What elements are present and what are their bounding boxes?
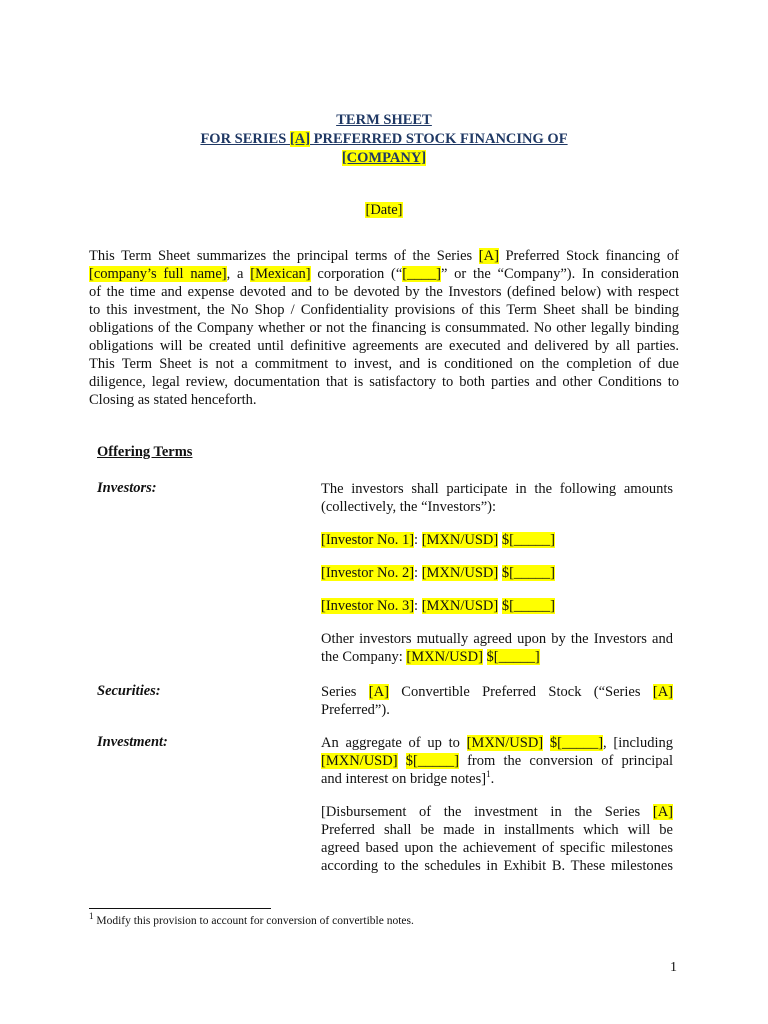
company-placeholder: [COMPANY] xyxy=(341,150,427,166)
amount-placeholder: $[_____] xyxy=(549,735,604,751)
footnote xyxy=(89,911,414,927)
investors-label: Investors: xyxy=(97,480,157,496)
intro-line: of the time and expense devoted and to be devoted by the Investors (defined below) with respect xyxy=(89,284,679,300)
currency-placeholder: [MXN/USD] xyxy=(466,735,544,751)
series-placeholder: [A] xyxy=(652,804,673,820)
text-line: The investors shall participate in the following amounts xyxy=(321,481,673,497)
text-line: Preferred”). xyxy=(321,702,390,718)
text: , a xyxy=(226,266,251,282)
page-number: 1 xyxy=(670,960,677,975)
footnote-number: 1 xyxy=(89,911,94,922)
intro-line xyxy=(89,265,679,283)
amount-placeholder: $[_____] xyxy=(501,598,556,614)
intro-line xyxy=(89,247,679,265)
text: Convertible Preferred Stock (“Series xyxy=(388,684,653,700)
text: from the conversion of principal xyxy=(458,753,674,769)
intro-line: Closing as stated henceforth. xyxy=(89,392,257,408)
investor-3-line: [Investor No. 3]: [MXN/USD] $[_____] xyxy=(321,598,556,614)
text-line: Other investors mutually agreed upon by the Investors and xyxy=(321,631,673,647)
securities-content xyxy=(321,683,673,719)
title-line-3 xyxy=(0,149,768,168)
text: , [including xyxy=(603,735,673,751)
text: This Term Sheet summarizes the principal terms of the Series xyxy=(89,248,479,264)
investor-name-placeholder: [Investor No. 3] xyxy=(321,598,415,614)
title-line-1: TERM SHEET xyxy=(336,112,432,128)
title-text: FOR SERIES xyxy=(200,131,290,147)
text: An aggregate of up to xyxy=(321,735,467,751)
currency-placeholder: [MXN/USD] xyxy=(421,565,499,581)
amount-placeholder: $[_____] xyxy=(501,532,556,548)
currency-placeholder: [MXN/USD] xyxy=(321,753,398,769)
text: Series xyxy=(321,684,369,700)
currency-placeholder: [MXN/USD] xyxy=(421,598,499,614)
footnote-separator xyxy=(89,908,271,909)
company-name-placeholder: [company’s full name] xyxy=(89,266,227,282)
series-placeholder: [A] xyxy=(368,684,389,700)
currency-placeholder: [MXN/USD] xyxy=(421,532,499,548)
text-line: Preferred shall be made in installments which will be xyxy=(321,822,673,838)
amount-placeholder: $[_____] xyxy=(486,649,540,665)
series-placeholder: [A] xyxy=(289,131,311,147)
text: ” or the “Company”). In consideration xyxy=(440,266,680,282)
section-heading: Offering Terms xyxy=(97,444,193,460)
investment-label: Investment: xyxy=(97,734,168,750)
intro-line: to this investment, the No Shop / Confidentiality provisions of this Term Sheet shall be binding xyxy=(89,302,679,318)
intro-line: obligations will be created until definitive agreements are executed and delivered by all parties. xyxy=(89,338,679,354)
text: [Disbursement of the investment in the Series xyxy=(321,804,653,820)
text: . xyxy=(490,771,495,787)
text: corporation (“ xyxy=(310,266,403,282)
text-line: according to the schedules in Exhibit B. These milestones xyxy=(321,858,673,874)
date-line xyxy=(0,201,768,220)
intro-line: obligations of the Company whether or not the financing is consummated. No other legally binding xyxy=(89,320,679,336)
amount-placeholder: $[_____] xyxy=(405,753,459,769)
investors-content xyxy=(321,480,673,516)
footnote-ref[interactable]: 1 xyxy=(486,769,491,780)
other-investors xyxy=(321,630,673,666)
investor-1-line: [Investor No. 1]: [MXN/USD] $[_____] xyxy=(321,532,556,548)
series-placeholder: [A] xyxy=(478,248,499,264)
text: and interest on bridge notes] xyxy=(321,771,487,787)
disbursement-content xyxy=(321,803,673,875)
text: the Company: xyxy=(321,649,407,665)
text-line: (collectively, the “Investors”): xyxy=(321,499,496,515)
text-line: agreed based upon the achievement of specific milestones xyxy=(321,840,673,856)
date-placeholder: [Date] xyxy=(365,202,403,218)
currency-placeholder: [MXN/USD] xyxy=(406,649,483,665)
investor-name-placeholder: [Investor No. 1] xyxy=(321,532,415,548)
series-placeholder: [A] xyxy=(652,684,673,700)
amount-placeholder: $[_____] xyxy=(501,565,556,581)
investor-2-line: [Investor No. 2]: [MXN/USD] $[_____] xyxy=(321,565,556,581)
investor-name-placeholder: [Investor No. 2] xyxy=(321,565,415,581)
short-name-placeholder: [____] xyxy=(402,266,441,282)
title-text: PREFERRED STOCK FINANCING OF xyxy=(310,131,568,147)
text: Preferred Stock financing of xyxy=(498,248,679,264)
intro-paragraph xyxy=(89,247,679,409)
investment-content xyxy=(321,734,673,788)
securities-label: Securities: xyxy=(97,683,161,699)
title-line-2 xyxy=(0,130,768,149)
country-placeholder: [Mexican] xyxy=(250,266,311,282)
document-title xyxy=(0,111,768,168)
intro-line: This Term Sheet is not a commitment to invest, and is conditioned on the completion of due xyxy=(89,356,679,372)
intro-line: diligence, legal review, documentation that is satisfactory to both parties and other Conditions to xyxy=(89,374,679,390)
footnote-text: Modify this provision to account for conversion of convertible notes. xyxy=(93,915,414,927)
